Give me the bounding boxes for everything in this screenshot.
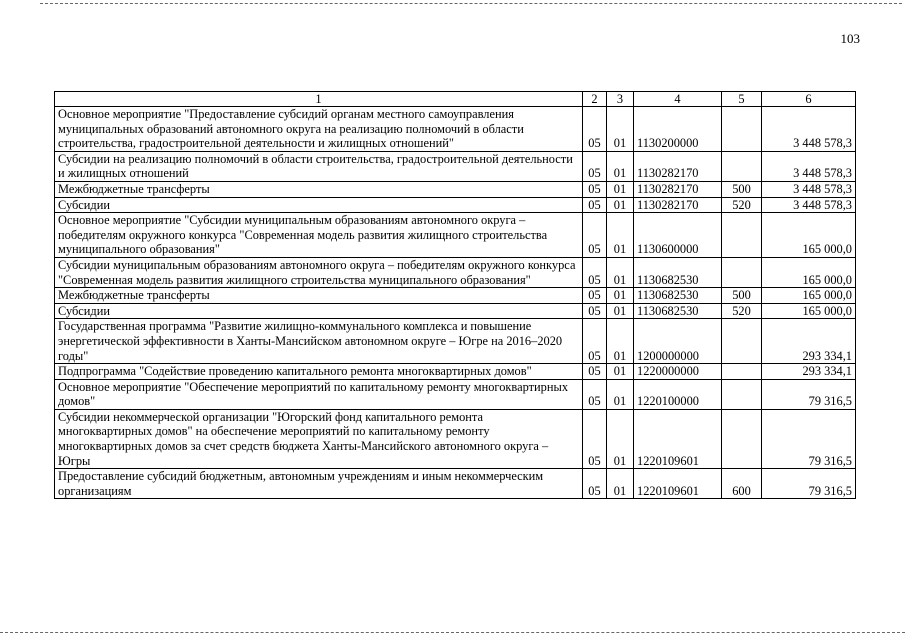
row-target-code: 1220109601 <box>634 469 722 499</box>
row-expense-type: 500 <box>722 288 762 304</box>
table-row <box>55 319 856 364</box>
row-subsection: 01 <box>607 469 634 499</box>
row-expense-type <box>722 409 762 468</box>
row-name: Субсидии <box>55 303 583 319</box>
row-target-code: 1130682530 <box>634 288 722 304</box>
table-header-row <box>55 92 856 107</box>
row-subsection: 01 <box>607 303 634 319</box>
row-section: 05 <box>583 303 607 319</box>
row-name: Подпрограмма "Содействие проведению капитального ремонта многоквартирных домов" <box>55 364 583 380</box>
row-subsection: 01 <box>607 213 634 258</box>
row-expense-type: 500 <box>722 181 762 197</box>
row-section: 05 <box>583 151 607 181</box>
row-name: Субсидии <box>55 197 583 213</box>
row-amount: 3 448 578,3 <box>762 181 856 197</box>
scan-bottom-edge <box>0 632 905 633</box>
row-section: 05 <box>583 288 607 304</box>
row-subsection: 01 <box>607 181 634 197</box>
table-row <box>55 379 856 409</box>
row-name: Основное мероприятие "Предоставление субсидий органам местного самоуправления муниципальных образований автономного округа на реализацию полномочий в области строительства, градостроительной деятельности и жилищных отношений" <box>55 107 583 152</box>
row-target-code: 1130200000 <box>634 107 722 152</box>
row-expense-type <box>722 213 762 258</box>
table-row <box>55 257 856 287</box>
row-subsection: 01 <box>607 151 634 181</box>
row-subsection: 01 <box>607 409 634 468</box>
table-row <box>55 181 856 197</box>
row-amount: 165 000,0 <box>762 288 856 304</box>
row-amount: 79 316,5 <box>762 409 856 468</box>
row-subsection: 01 <box>607 257 634 287</box>
row-amount: 293 334,1 <box>762 319 856 364</box>
page-number: 103 <box>840 31 860 46</box>
header-col-1: 1 <box>55 92 583 107</box>
row-section: 05 <box>583 213 607 258</box>
row-amount: 3 448 578,3 <box>762 197 856 213</box>
table-row <box>55 151 856 181</box>
row-name: Основное мероприятие "Обеспечение мероприятий по капитальному ремонту многоквартирных домов" <box>55 379 583 409</box>
row-expense-type <box>722 257 762 287</box>
row-name: Государственная программа "Развитие жилищно-коммунального комплекса и повышение энергетической эффективности в Ханты-Мансийском автономном округе – Югре на 2016–2020 годы" <box>55 319 583 364</box>
budget-table <box>54 91 856 499</box>
row-amount: 3 448 578,3 <box>762 151 856 181</box>
header-col-5: 5 <box>722 92 762 107</box>
row-section: 05 <box>583 257 607 287</box>
row-subsection: 01 <box>607 364 634 380</box>
header-col-6: 6 <box>762 92 856 107</box>
row-subsection: 01 <box>607 107 634 152</box>
row-expense-type <box>722 364 762 380</box>
row-name: Предоставление субсидий бюджетным, автономным учреждениям и иным некоммерческим организациям <box>55 469 583 499</box>
table-row <box>55 288 856 304</box>
header-col-4: 4 <box>634 92 722 107</box>
row-target-code: 1130682530 <box>634 303 722 319</box>
row-expense-type: 520 <box>722 197 762 213</box>
row-amount: 293 334,1 <box>762 364 856 380</box>
row-name: Субсидии на реализацию полномочий в области строительства, градостроительной деятельности и жилищных отношений <box>55 151 583 181</box>
row-target-code: 1130282170 <box>634 181 722 197</box>
table-row <box>55 469 856 499</box>
row-target-code: 1130682530 <box>634 257 722 287</box>
row-target-code: 1130282170 <box>634 197 722 213</box>
row-name: Межбюджетные трансферты <box>55 181 583 197</box>
row-name: Межбюджетные трансферты <box>55 288 583 304</box>
row-section: 05 <box>583 319 607 364</box>
row-section: 05 <box>583 197 607 213</box>
table-row <box>55 409 856 468</box>
table-row <box>55 303 856 319</box>
row-name: Субсидии некоммерческой организации "Югорский фонд капитального ремонта многоквартирных домов" на обеспечение мероприятий по капитальному ремонту многоквартирных домов за счет средств бюджета Ханты-Мансийского автономного округа – Югры <box>55 409 583 468</box>
row-amount: 165 000,0 <box>762 257 856 287</box>
scan-top-edge <box>40 3 902 4</box>
row-amount: 79 316,5 <box>762 379 856 409</box>
row-target-code: 1200000000 <box>634 319 722 364</box>
row-target-code: 1220000000 <box>634 364 722 380</box>
header-col-2: 2 <box>583 92 607 107</box>
row-name: Основное мероприятие "Субсидии муниципальным образованиям автономного округа – победителям окружного конкурса "Современная модель развития жилищного строительства муниципального образования" <box>55 213 583 258</box>
row-subsection: 01 <box>607 197 634 213</box>
row-subsection: 01 <box>607 288 634 304</box>
row-section: 05 <box>583 379 607 409</box>
row-expense-type: 520 <box>722 303 762 319</box>
row-amount: 165 000,0 <box>762 303 856 319</box>
row-expense-type <box>722 107 762 152</box>
row-target-code: 1220100000 <box>634 379 722 409</box>
row-expense-type <box>722 151 762 181</box>
row-expense-type: 600 <box>722 469 762 499</box>
header-col-3: 3 <box>607 92 634 107</box>
row-target-code: 1130282170 <box>634 151 722 181</box>
row-expense-type <box>722 319 762 364</box>
table-row <box>55 197 856 213</box>
row-expense-type <box>722 379 762 409</box>
row-amount: 79 316,5 <box>762 469 856 499</box>
row-section: 05 <box>583 107 607 152</box>
row-target-code: 1130600000 <box>634 213 722 258</box>
row-amount: 3 448 578,3 <box>762 107 856 152</box>
table-row <box>55 213 856 258</box>
row-name: Субсидии муниципальным образованиям автономного округа – победителям окружного конкурса "Современная модель развития жилищного строительства муниципального образования" <box>55 257 583 287</box>
table-row <box>55 364 856 380</box>
row-subsection: 01 <box>607 319 634 364</box>
row-section: 05 <box>583 469 607 499</box>
row-subsection: 01 <box>607 379 634 409</box>
row-target-code: 1220109601 <box>634 409 722 468</box>
row-section: 05 <box>583 364 607 380</box>
table-row <box>55 107 856 152</box>
row-amount: 165 000,0 <box>762 213 856 258</box>
row-section: 05 <box>583 409 607 468</box>
row-section: 05 <box>583 181 607 197</box>
